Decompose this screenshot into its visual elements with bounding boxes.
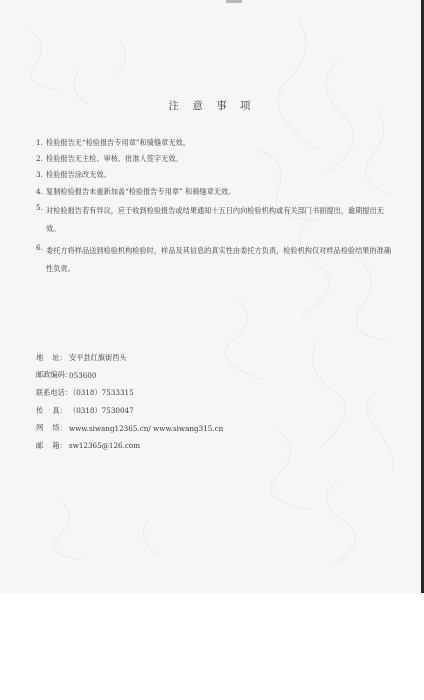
list-item-number: 2. bbox=[36, 154, 43, 164]
list-item bbox=[36, 153, 396, 165]
list-item-number: 6. bbox=[36, 243, 43, 253]
email-value: sw12365@126.com bbox=[69, 441, 141, 451]
list-item bbox=[36, 169, 396, 181]
fax-value: （0318）7530047 bbox=[69, 405, 134, 415]
postcode-row bbox=[36, 367, 366, 385]
list-item bbox=[36, 202, 396, 238]
contact-info bbox=[36, 349, 366, 455]
website-value: www.siwang12365.cn/ www.siwang315.cn bbox=[69, 423, 224, 433]
scan-mark bbox=[226, 0, 242, 3]
fax-row bbox=[36, 402, 366, 420]
phone-value: （0318）7533315 bbox=[69, 387, 134, 397]
address-label: 地 址： bbox=[36, 352, 67, 362]
email-label: 邮 箱： bbox=[36, 440, 67, 450]
postcode-label: 邮政编码： bbox=[36, 370, 72, 380]
list-item-text: 复制检验报告未重新加盖“检验报告专用章” 和骑缝章无效。 bbox=[46, 186, 236, 196]
list-item bbox=[36, 242, 396, 278]
list-item bbox=[36, 186, 396, 198]
address-row bbox=[36, 349, 366, 367]
fax-label: 传 真： bbox=[36, 405, 67, 415]
list-item-number: 5. bbox=[36, 202, 43, 212]
email-row bbox=[36, 437, 366, 455]
list-item-number: 1. bbox=[36, 138, 43, 147]
page-title: 注 意 事 项 bbox=[168, 100, 256, 112]
list-item-text: 对检验报告若有异议，应于收到检验报告或结果通知十五日内向检验机构或有关部门书面提出，逾期提出无效。 bbox=[46, 205, 384, 233]
list-item-number: 3. bbox=[36, 170, 43, 180]
list-item-text: 检验报告涂改无效。 bbox=[46, 170, 111, 180]
phone-row bbox=[36, 384, 366, 402]
list-item bbox=[36, 137, 396, 149]
website-row bbox=[36, 419, 366, 437]
postcode-value: 053600 bbox=[69, 370, 97, 380]
notes-list bbox=[36, 137, 396, 283]
address-value: 安平县红旗街西头 bbox=[69, 352, 127, 362]
phone-label: 联系电话： bbox=[36, 387, 72, 397]
list-item-text: 检验报告无主检、审核、批准人签字无效。 bbox=[46, 154, 183, 164]
list-item-text: 委托方将样品送到检验机构检验时，样品及其信息的真实性由委托方负责，检验机构仅对样品检验结果的准确性负责。 bbox=[46, 246, 392, 274]
list-item-text: 检验报告无“检验报告专用章”和骑缝章无效。 bbox=[46, 138, 190, 147]
list-item-number: 4. bbox=[36, 186, 43, 196]
website-label: 网 络： bbox=[36, 423, 67, 433]
